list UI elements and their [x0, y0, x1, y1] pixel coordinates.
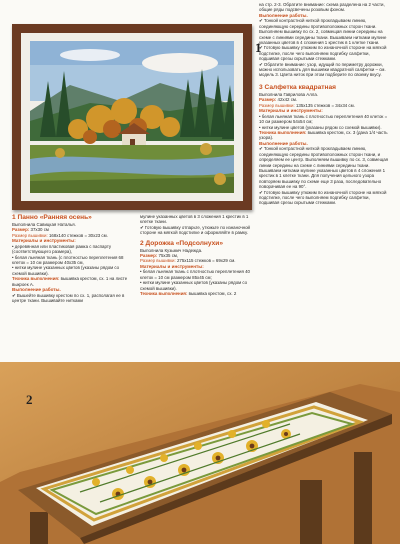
author: Выполнила Кузьмич Надежда. [140, 247, 203, 253]
work-size-value: 135x135 стежков = 34x34 см. [295, 102, 355, 108]
technique-value: вышивка крестом, сх. 1 на листе выкроек А. [12, 276, 128, 287]
section-title-1: 1 Панно «Ранняя осень» [12, 214, 92, 221]
section-title-2: 2 Дорожка «Подсолнухи» [140, 239, 224, 247]
process-step: ✔ Обратите внимание: узор, идущий по периметру дорожки, можно использовать для вышивки квадратной салфетки – см. модель 3. Цвета ниток при этом подберите по своему вкусу. [259, 61, 386, 78]
work-size-value: 168x140 стежков = 30x23 см. [48, 232, 108, 238]
work-size-value: 275x115 стежков = 69x29 см. [176, 258, 236, 264]
material-item: • белая льняная ткань с плотностью переплетения 40 клеток = 10 см размером 54x54 см; [259, 113, 388, 125]
process-finish: ✔ Готовую вышивку отпарьте, утюжьте по изнаночной стороне на мягкой подстилке и оформляйте в рамку. [140, 224, 250, 236]
size-label: Размер: [12, 227, 30, 233]
figure-number-2: 2 [26, 392, 33, 407]
work-size-label: Размер вышивки: [259, 102, 295, 108]
framed-panel-photo [12, 24, 252, 210]
table-runner-photo [0, 362, 400, 544]
technique-label: Техника выполнения: [12, 276, 60, 282]
material-item: • белая льняная ткань (с плотностью переплетения 68 клеток = 10 см размером 40x35 см, [12, 254, 124, 266]
size-label: Размер: [259, 97, 277, 103]
process-heading: Выполнение работы. [259, 12, 308, 18]
size-value: 42x42 см. [277, 97, 298, 103]
process-continued: мулине указанных цветов в 3 сложения 1 крестик в 1 клетке ткани. [140, 214, 249, 225]
process-step: ✔ Тонкой контрастной ниткой прокладываем линию, соединяющую середины противоположных сторон ткани, и определяем ее центр. Выполняем вышивку по сх. 3, совмещая линии середины на схеме с линиями середины ткани. Вышиваем нитками мулине указанных цветов в 4 сложения 1 крестик в 1 клетке ткани. Для получения цельного узора повторяем вышивку по схеме еще 3 раза, последовательно поворачивая ее на 90°. [259, 146, 389, 190]
landscape-illustration [30, 41, 234, 193]
project-1-column [12, 214, 130, 303]
materials-heading: Материалы и инструменты: [259, 108, 323, 114]
materials-heading: Материалы и инструменты: [12, 238, 76, 244]
material-item: • нитки мулине цветов (указаны рядом со схемой вышивки). [259, 124, 382, 130]
section-title-3: 3 Салфетка квадратная [259, 83, 337, 91]
figure-number-1: 1 [255, 40, 262, 55]
author: Выполнила Савицкая Наталья. [12, 222, 76, 227]
process-step: ✔ Готовую вышивку утюжим по изнаночной стороне на мягкой подстилке, после чего выполняем подгибку салфетки, подшивая срезы скрытыми стежками. [259, 189, 387, 206]
work-size-label: Размер вышивки: [140, 258, 176, 264]
scheme-note: на стр. 2-3. Обратите внимание: схема разделена на 2 части, общие ряды подсвечены розовым фоном. [259, 2, 385, 13]
size-value: 75x35 см, [158, 253, 179, 259]
process-heading: Выполнение работы. [259, 140, 308, 146]
process-heading: Выполнение работы. [12, 287, 61, 293]
material-item: • деревянная или пластиковая рамка с паспарту (соответствующего размера), [12, 243, 112, 255]
work-size-label: Размер вышивки: [12, 232, 48, 238]
project-2-column [140, 214, 252, 296]
material-item: • нитки мулине указанных цветов (указаны рядом со схемой вышивки). [140, 280, 248, 291]
process-step: ✔ Тонкой контрастной ниткой прокладываем линию, соединяющую середины противоположных сторон ткани. Выполняем вышивку по сх. 2, совмещая линии середины на схеме с линиями середины ткани. Вышиваем нитками мулине указанных цветов в 4 сложения 1 крестик в 1 клетке ткани. [259, 18, 387, 46]
technique-label: Техника выполнения: [259, 129, 307, 135]
size-label: Размер: [140, 253, 158, 259]
autumn-landscape-embroidery [30, 41, 234, 193]
right-column [259, 2, 391, 206]
technique-value: вышивка крестом, сх. 2 [188, 291, 237, 297]
passepartout [21, 33, 243, 201]
technique-value: вышивка крестом, сх. 3 (дана 1/4 часть узора). [259, 129, 388, 141]
technique-label: Техника выполнения: [140, 291, 188, 297]
process-step: ✔ Вышейте вышивку крестом по сх. 1, располагая ее в центре ткани. Вышивайте нитками [12, 292, 125, 304]
materials-heading: Материалы и инструменты: [140, 263, 204, 269]
material-item: • нитки мулине указанных цветов (указаны рядом со схемой вышивки). [12, 265, 120, 276]
material-item: • белая льняная ткань с плотностью переплетения 40 клеток = 10 см размером 85x45 см; [140, 269, 250, 280]
size-value: 37x30 см [30, 227, 49, 233]
process-step: ✔ Готовую вышивку утюжим по изнаночной стороне на мягкой подстилке, после чего выполняем подгибку салфетки, подшивая срезы скрытыми стежками. [259, 45, 387, 62]
author: Выполнила Гаврилова Алла. [259, 91, 318, 97]
table-runner-illustration [0, 362, 400, 544]
